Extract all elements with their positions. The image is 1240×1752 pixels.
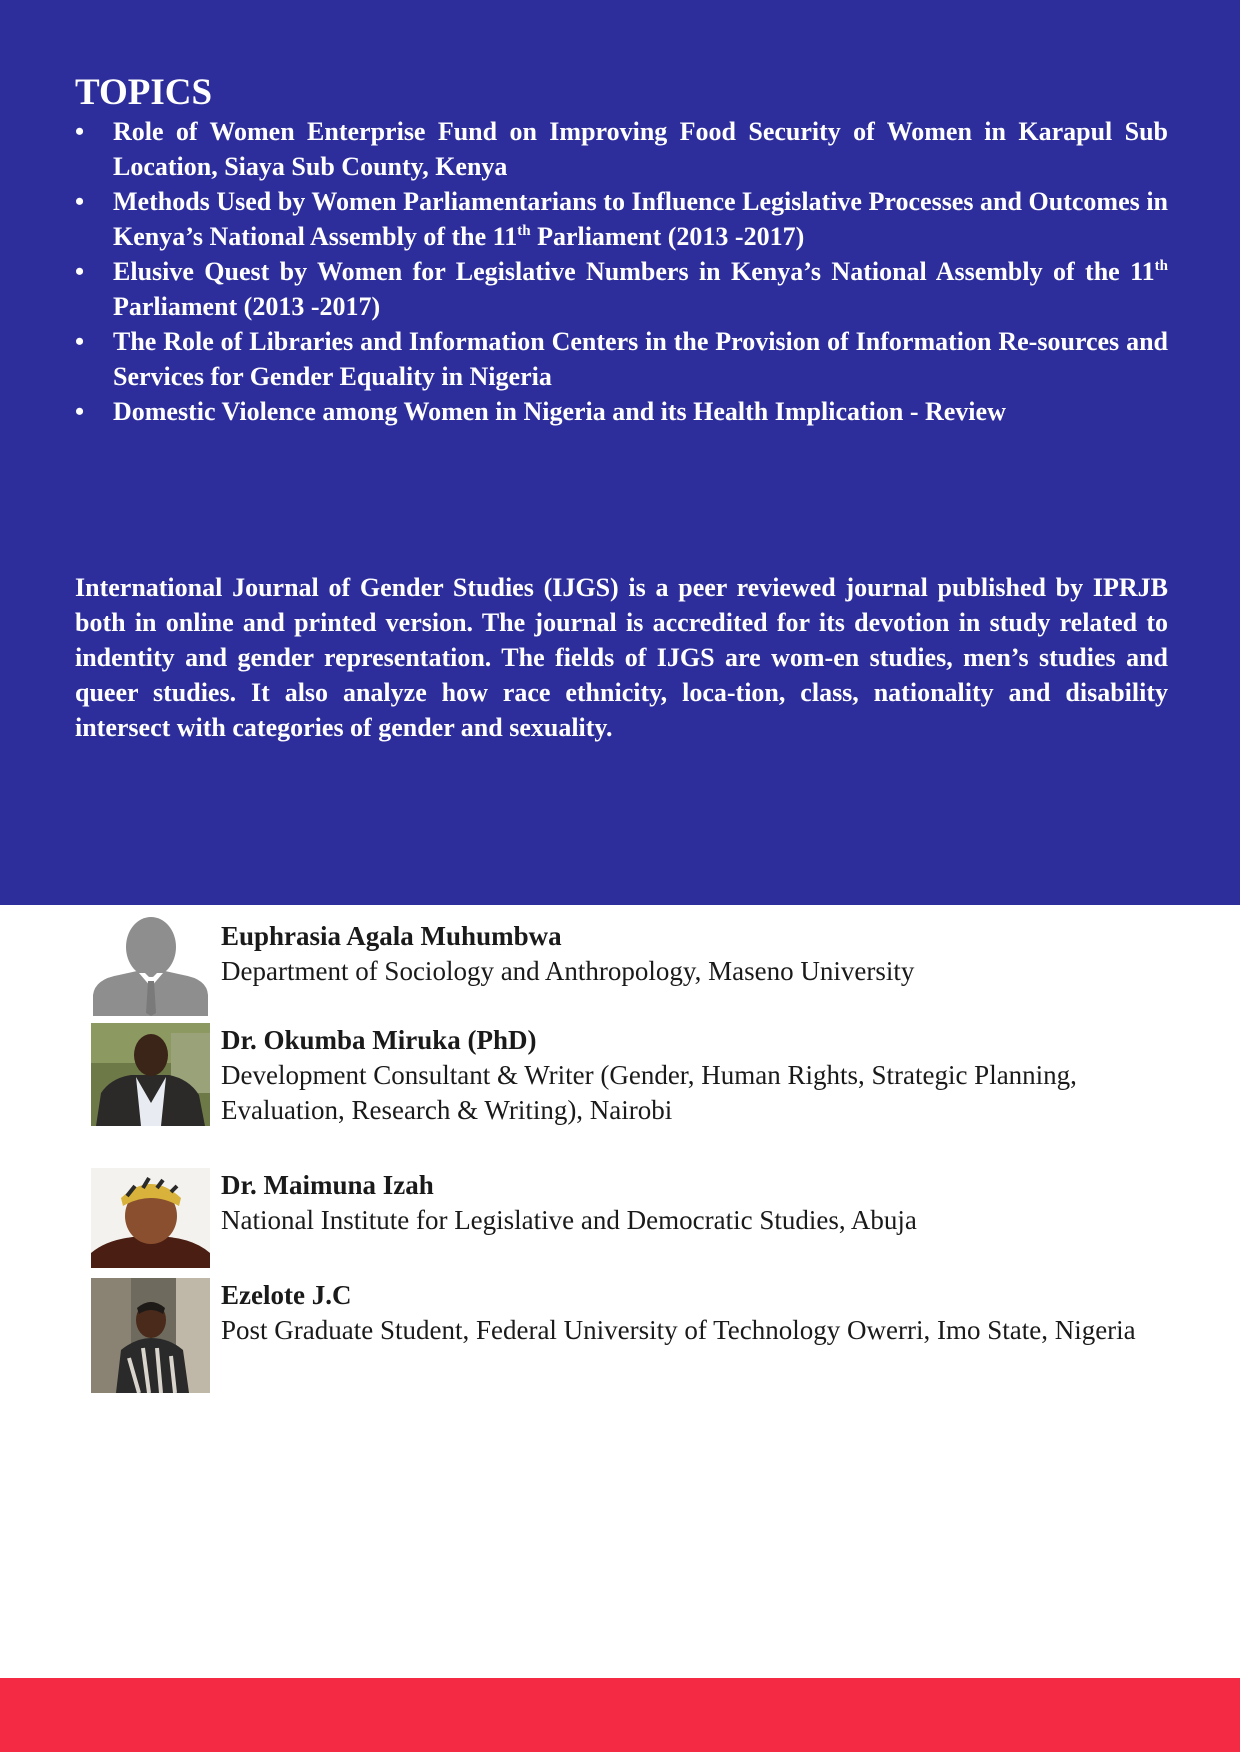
topic-text: Role of Women Enterprise Fund on Improving Food Security of Women in Karapul Sub Location, Siaya Sub County, Kenya <box>113 117 1168 181</box>
author-entry <box>91 1168 1181 1273</box>
author-photo <box>91 1278 210 1393</box>
author-name: Euphrasia Agala Muhumbwa <box>221 921 562 951</box>
author-details <box>221 1168 1181 1238</box>
bullet-icon: • <box>75 397 85 426</box>
bullet-icon: • <box>75 117 85 146</box>
author-name: Dr. Okumba Miruka (PhD) <box>221 1025 537 1055</box>
author-affiliation: Development Consultant & Writer (Gender, Human Rights, Strategic Planning, Evaluation, Research & Writing), Nairobi <box>221 1060 1077 1125</box>
avatar-placeholder-icon <box>91 913 210 1016</box>
author-photo <box>91 1023 210 1126</box>
bullet-icon: • <box>75 187 85 216</box>
author-affiliation: Post Graduate Student, Federal University of Technology Owerri, Imo State, Nigeria <box>221 1315 1136 1345</box>
bullet-icon: • <box>75 327 85 356</box>
topic-text: Elusive Quest by Women for Legislative Numbers in Kenya’s National Assembly of the 11 <box>113 257 1155 286</box>
topic-item <box>75 324 1168 394</box>
topic-item <box>75 394 1168 429</box>
author-name: Dr. Maimuna Izah <box>221 1170 434 1200</box>
topics-list <box>75 114 1168 429</box>
author-name: Ezelote J.C <box>221 1280 352 1310</box>
topic-text: The Role of Libraries and Information Centers in the Provision of Information Re-sources and Services for Gender Equality in Nigeria <box>113 327 1168 391</box>
topic-text: Domestic Violence among Women in Nigeria and its Health Implication - Review <box>113 397 1006 426</box>
bullet-icon: • <box>75 257 85 286</box>
topic-superscript: th <box>1154 258 1168 274</box>
journal-description: International Journal of Gender Studies (IJGS) is a peer reviewed journal published by IPRJB both in online and printed version. The journal is accredited for its devotion in study related to indentity and gender representation. The fields of IJGS are wom-en studies, men’s studies and queer studies. It also analyze how race ethnicity, loca-tion, class, nationality and disability intersect with categories of gender and sexuality. <box>75 573 1168 742</box>
topic-text-continued: Parliament (2013 -2017) <box>113 292 381 321</box>
topic-text-continued: Parliament (2013 -2017) <box>530 222 805 251</box>
topic-superscript: th <box>517 223 531 239</box>
author-details <box>221 1278 1181 1348</box>
author-entry <box>91 913 1181 1018</box>
author-photo <box>91 1168 210 1268</box>
topic-item <box>75 254 1168 324</box>
topic-text: Methods Used by Women Parliamentarians to Influence Legislative Processes and Outcomes in Kenya’s National Assembly of the 11 <box>113 187 1168 251</box>
author-entry <box>91 1023 1181 1155</box>
topic-item <box>75 184 1168 254</box>
author-details <box>221 919 1181 989</box>
author-details <box>221 1023 1181 1128</box>
topics-heading: TOPICS <box>75 72 213 113</box>
topic-item <box>75 114 1168 184</box>
footer-band <box>0 1678 1240 1752</box>
author-affiliation: National Institute for Legislative and Democratic Studies, Abuja <box>221 1205 917 1235</box>
author-affiliation: Department of Sociology and Anthropology, Maseno University <box>221 956 915 986</box>
author-entry <box>91 1278 1181 1398</box>
